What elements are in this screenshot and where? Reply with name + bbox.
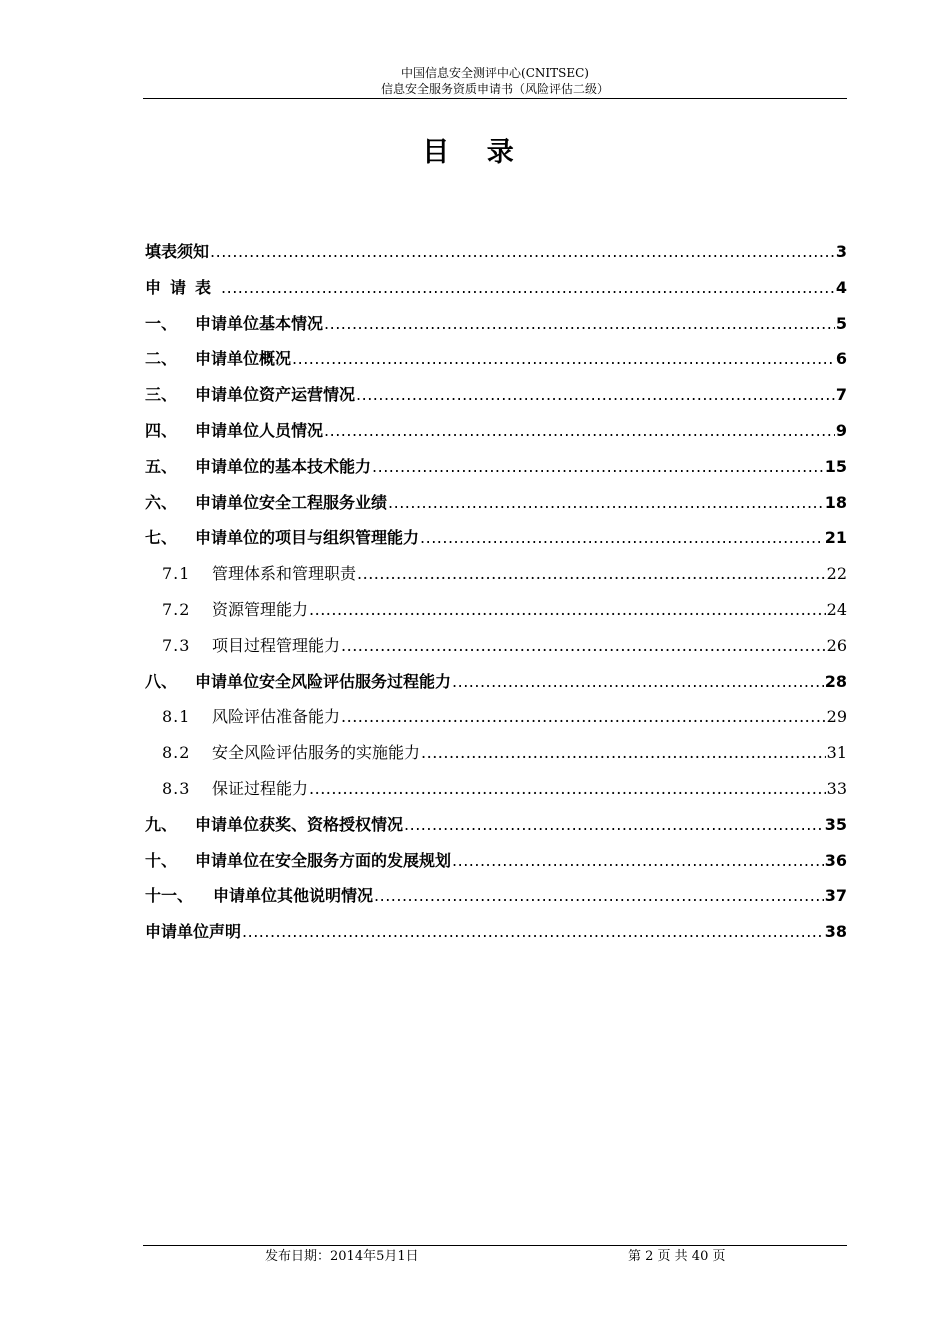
toc-entry-page: 3 [835, 242, 847, 261]
toc-dot-leader [309, 777, 826, 801]
toc-entry-label: 申请单位资产运营情况 [195, 385, 356, 405]
toc-entry-page: 24 [826, 599, 847, 619]
toc-entry-number: 8.2 [162, 743, 191, 763]
toc-dot-leader [388, 491, 824, 515]
toc-dot-leader [341, 705, 826, 729]
toc-entry-number: 五、 [145, 456, 178, 476]
toc-entry[interactable] [145, 276, 847, 312]
toc-entry-page: 36 [824, 850, 847, 870]
toc-entry-page: 26 [826, 635, 847, 655]
toc-dot-leader [292, 347, 835, 371]
toc-entry-page: 4 [835, 277, 847, 297]
toc-entry[interactable] [145, 705, 847, 741]
toc-entry-label: 申请单位人员情况 [195, 420, 324, 440]
toc-entry-number: 三、 [145, 385, 178, 405]
toc-dot-leader [210, 240, 835, 264]
toc-dot-leader [356, 383, 835, 407]
toc-entry[interactable] [145, 884, 847, 920]
toc-entry-number: 7.1 [162, 564, 191, 584]
toc-entry-number: 七、 [145, 528, 178, 548]
toc-entry-page: 31 [826, 743, 847, 763]
toc-entry[interactable] [145, 526, 847, 562]
toc-entry-label: 申请单位其他说明情况 [213, 886, 374, 906]
toc-entry-page: 38 [824, 922, 847, 942]
toc-entry-label: 申请单位安全工程服务业绩 [195, 492, 388, 512]
header-rule [143, 98, 847, 99]
toc-entry-page: 6 [835, 349, 847, 369]
toc-entry-label: 申请单位安全风险评估服务过程能力 [195, 671, 452, 691]
toc-entry-number: 十一、 [145, 886, 194, 906]
toc-entry-label: 申请单位获奖、资格授权情况 [195, 814, 404, 834]
toc-entry[interactable] [145, 312, 847, 348]
header-org: 中国信息安全测评中心(CNITSEC) [401, 66, 589, 80]
toc-dot-leader [452, 670, 824, 694]
toc-entry[interactable] [145, 777, 847, 813]
page-header [143, 65, 847, 97]
toc-entry-number: 8.3 [162, 778, 191, 798]
toc-dot-leader [324, 419, 835, 443]
toc-dot-leader [421, 741, 826, 765]
toc-dot-leader [420, 526, 824, 550]
toc-entry[interactable] [145, 849, 847, 885]
footer-rule [143, 1245, 847, 1246]
footer-date: 发布日期：2014年5月1日 [265, 1249, 419, 1264]
toc-entry[interactable] [145, 240, 847, 276]
toc-entry-page: 9 [835, 420, 847, 440]
toc-entry-page: 29 [826, 707, 847, 727]
toc-entry-label: 申请表 [145, 277, 221, 297]
toc-entry-number: 六、 [145, 492, 178, 512]
toc-entry-number: 8.1 [162, 707, 191, 727]
toc-dot-leader [357, 562, 826, 586]
toc-entry[interactable] [145, 634, 847, 670]
toc-entry-page: 7 [835, 385, 847, 405]
footer-page-info: 第 2 页 共 40 页 [628, 1249, 726, 1264]
toc-entry-label: 安全风险评估服务的实施能力 [212, 743, 421, 763]
toc-entry-number: 一、 [145, 313, 178, 333]
toc-entry-label: 填表须知 [145, 242, 210, 261]
toc-entry-number: 7.3 [162, 635, 191, 655]
header-doc-title: 信息安全服务资质申请书（风险评估二级） [380, 82, 609, 96]
toc-entry-label: 申请单位的项目与组织管理能力 [195, 528, 420, 548]
toc-entry[interactable] [145, 419, 847, 455]
toc-dot-leader [452, 849, 824, 873]
toc-dot-leader [374, 884, 824, 908]
toc-dot-leader [372, 455, 824, 479]
toc-dot-leader [404, 813, 824, 837]
page-title: 目 录 [422, 137, 528, 168]
toc-entry-page: 33 [826, 778, 847, 798]
toc-entry-label: 申请单位的基本技术能力 [195, 456, 372, 476]
toc-entry-page: 5 [835, 313, 847, 333]
toc-entry-number: 八、 [145, 671, 178, 691]
toc-entry[interactable] [145, 670, 847, 706]
toc-entry-number: 四、 [145, 420, 178, 440]
toc-entry-page: 21 [824, 528, 847, 548]
toc-entry-label: 保证过程能力 [212, 778, 309, 798]
toc-entry-number: 十、 [145, 850, 178, 870]
toc-entry-page: 28 [824, 671, 847, 691]
toc-entry-label: 申请单位基本情况 [195, 313, 324, 333]
toc-entry-label: 申请单位声明 [145, 922, 242, 942]
toc-entry-label: 项目过程管理能力 [212, 635, 341, 655]
toc-dot-leader [242, 920, 824, 944]
toc-entry-label: 风险评估准备能力 [212, 707, 341, 727]
toc-entry[interactable] [145, 455, 847, 491]
toc-entry-label: 申请单位概况 [195, 349, 292, 369]
toc-entry-page: 37 [824, 886, 847, 906]
table-of-contents [145, 240, 847, 956]
toc-dot-leader [341, 634, 826, 658]
toc-entry[interactable] [145, 491, 847, 527]
toc-dot-leader [324, 312, 835, 336]
toc-entry[interactable] [145, 598, 847, 634]
toc-entry[interactable] [145, 383, 847, 419]
toc-entry[interactable] [145, 741, 847, 777]
toc-entry-page: 18 [824, 492, 847, 512]
toc-entry[interactable] [145, 562, 847, 598]
toc-dot-leader [309, 598, 826, 622]
toc-entry-number: 二、 [145, 349, 178, 369]
toc-entry[interactable] [145, 813, 847, 849]
toc-dot-leader [221, 276, 835, 300]
toc-entry[interactable] [145, 920, 847, 956]
toc-entry-label: 管理体系和管理职责 [212, 564, 357, 584]
toc-entry-number: 7.2 [162, 599, 191, 619]
toc-entry-page: 15 [824, 456, 847, 476]
toc-entry-label: 资源管理能力 [212, 599, 309, 619]
toc-entry-page: 22 [826, 564, 847, 584]
toc-entry-page: 35 [824, 814, 847, 834]
toc-entry-label: 申请单位在安全服务方面的发展规划 [195, 850, 452, 870]
toc-entry-number: 九、 [145, 814, 178, 834]
toc-entry[interactable] [145, 347, 847, 383]
